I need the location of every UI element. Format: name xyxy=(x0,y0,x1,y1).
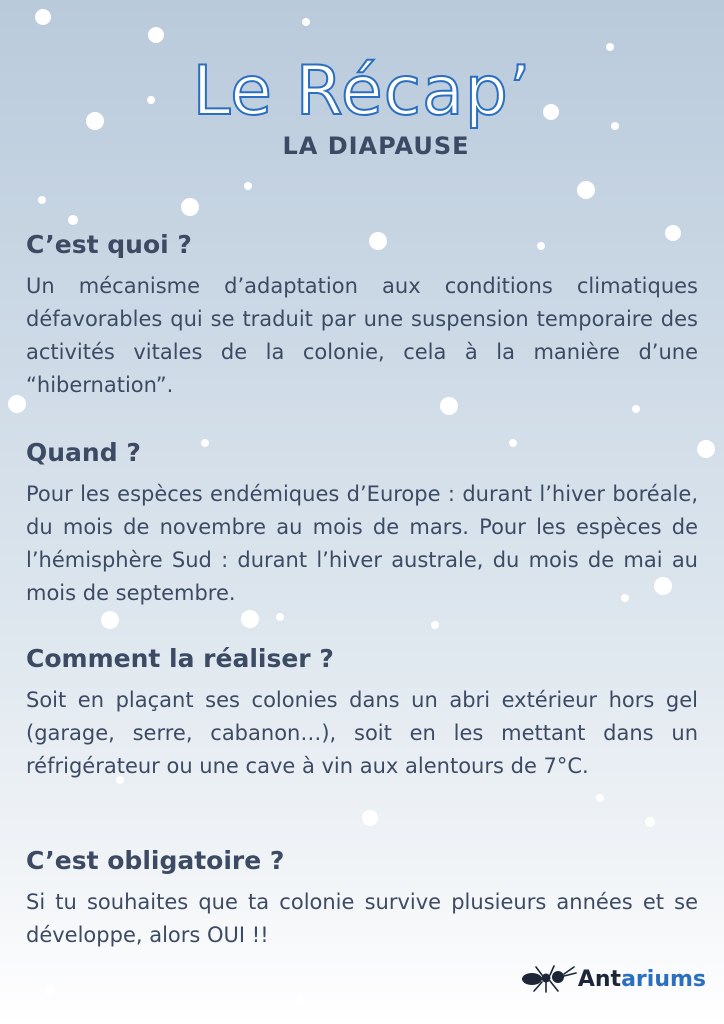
brand-name-part1: Ant xyxy=(577,966,622,992)
page-subtitle: LA DIAPAUSE xyxy=(282,132,470,160)
brand-name xyxy=(578,967,706,992)
section-text: Un mécanisme d’adaptation aux conditions climatiques défavorables qui se traduit par une suspension temporaire des activités vitales de la colonie, cela à la manière d’une “hibernation”. xyxy=(26,274,698,397)
section-heading: Comment la réaliser ? xyxy=(26,644,334,673)
section-heading: Quand ? xyxy=(26,438,141,467)
section-heading: C’est obligatoire ? xyxy=(26,846,285,875)
section-how xyxy=(26,644,698,783)
section-mandatory xyxy=(26,846,698,952)
ant-icon xyxy=(520,964,578,994)
section-text: Si tu souhaites que ta colonie survive plusieurs années et se développe, alors OUI !! xyxy=(26,890,698,947)
section-when xyxy=(26,438,698,610)
section-text: Soit en plaçant ses colonies dans un abri extérieur hors gel (garage, serre, cabanon…), soit en les mettant dans un réfrigérateur ou une cave à vin aux alentours de 7°C. xyxy=(26,688,698,778)
page-title: Le Récap’ xyxy=(192,52,532,131)
section-heading: C’est quoi ? xyxy=(26,230,192,259)
section-what xyxy=(26,230,698,402)
brand-name-part2: ariums xyxy=(621,966,706,992)
brand-logo xyxy=(520,962,706,996)
section-text: Pour les espèces endémiques d’Europe : durant l’hiver boréale, du mois de novembre au mois de mars. Pour les espèces de l’hémisphère Sud : durant l’hiver australe, du mois de mai au mois de septembre. xyxy=(26,482,698,605)
